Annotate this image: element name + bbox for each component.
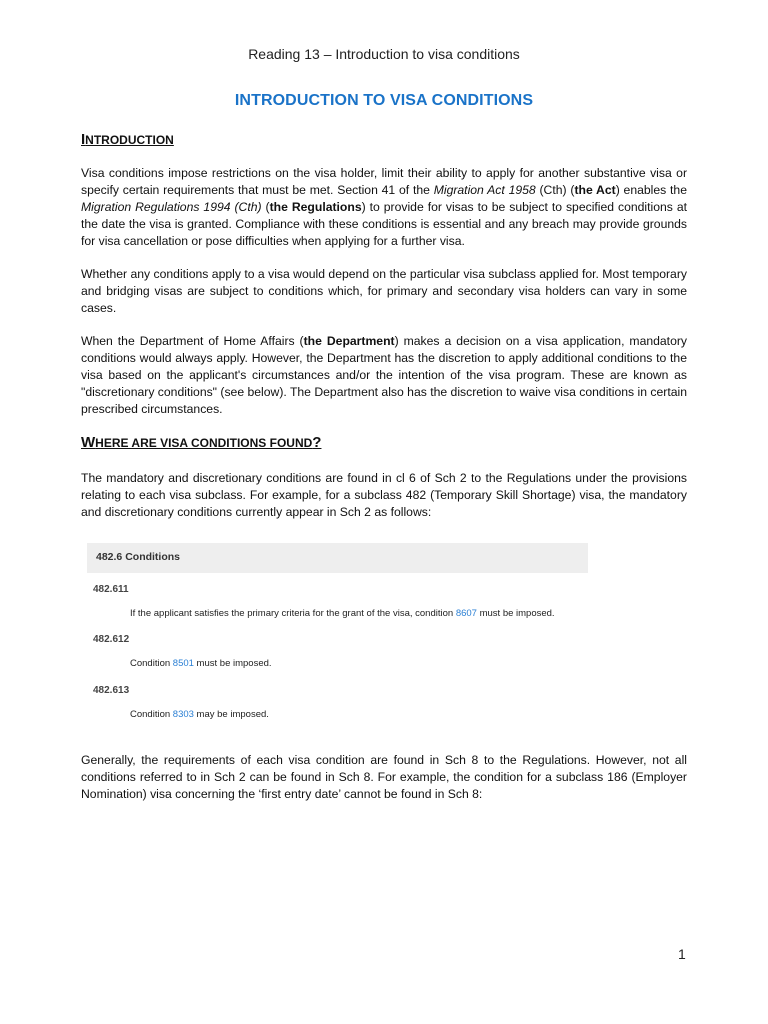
text-run: ) makes a decision on a visa application, mandatory conditions would always apply. However, the Department has the discretion to apply additional conditions to the visa based on the applicant's circumstances and/or the intention of the visa program. These are known as "discretionary conditions" (see below). The Department also has the discretion to waive visa conditions in certain prescribed circumstances.	[81, 334, 687, 416]
clause-text	[130, 658, 272, 669]
where-paragraph-2: Generally, the requirements of each visa condition are found in Sch 8 to the Regulations. However, not all conditions referred to in Sch 2 can be found in Sch 8. For example, the condition for a subclass 186 (Employer Nomination) visa concerning the ‘first entry date’ cannot be found in Sch 8:	[81, 753, 687, 801]
clause-number: 482.612	[93, 634, 130, 645]
clause-text	[130, 608, 555, 619]
schedule-heading: 482.6 Conditions	[96, 551, 181, 563]
heading-rest: HERE ARE VISA CONDITIONS FOUND	[95, 436, 313, 450]
schedule-heading-bar	[87, 543, 588, 573]
condition-link[interactable]: 8501	[172, 658, 194, 669]
clause-number: 482.611	[93, 584, 129, 595]
defined-term-regulations: the Regulations	[269, 200, 362, 214]
condition-link[interactable]: 8303	[172, 709, 194, 720]
text-run: must be imposed.	[476, 608, 555, 619]
running-header: Reading 13 – Introduction to visa conditions	[248, 46, 520, 62]
text-run: If the applicant satisfies the primary criteria for the grant of the visa, condition	[130, 608, 456, 619]
defined-term-department: the Department	[303, 334, 395, 348]
act-title: Migration Act 1958	[433, 183, 536, 197]
heading-question-mark: ?	[312, 434, 322, 451]
text-run: (	[261, 200, 270, 214]
intro-paragraph-3	[81, 333, 687, 418]
text-run: must be imposed.	[193, 658, 272, 669]
defined-term-act: the Act	[574, 183, 616, 197]
text-run: ) enables the	[615, 183, 687, 197]
text-run: Visa conditions impose restrictions on the visa holder, limit their ability to apply for another substantive visa or specify certain requirements that must be met. Section 41 of the	[81, 166, 687, 197]
text-run: ) to provide for visas to be subject to specified conditions at the date the visa is granted. Compliance with these conditions is essential and any breach may provide grounds for visa cancellation or pose difficulties when applying for a further visa.	[81, 200, 688, 248]
text-run: may be imposed.	[193, 709, 269, 720]
condition-link[interactable]: 8607	[455, 608, 477, 619]
regulations-title: Migration Regulations 1994 (Cth)	[81, 200, 262, 214]
text-run: Condition	[130, 658, 173, 669]
heading-rest: NTRODUCTION	[85, 133, 174, 147]
heading-initial: I	[81, 131, 86, 148]
section-heading-introduction	[81, 131, 174, 148]
clause-number: 482.613	[93, 685, 130, 696]
text-run: Condition	[130, 709, 173, 720]
where-paragraph-1: The mandatory and discretionary conditions are found in cl 6 of Sch 2 to the Regulations under the provisions relating to each visa subclass. For example, for a subclass 482 (Temporary Skill Shortage) visa, the mandatory and discretionary conditions currently appear in Sch 2 as follows:	[81, 471, 687, 519]
document-title: INTRODUCTION TO VISA CONDITIONS	[234, 92, 534, 109]
intro-paragraph-1	[81, 165, 687, 250]
schedule-excerpt	[87, 537, 590, 729]
heading-initial: W	[81, 434, 96, 451]
page-number: 1	[678, 946, 686, 962]
section-heading-where-found	[81, 434, 321, 451]
text-run: When the Department of Home Affairs (	[81, 334, 304, 348]
clause-text	[130, 709, 269, 720]
text-run: (Cth) (	[535, 183, 575, 197]
intro-paragraph-2: Whether any conditions apply to a visa would depend on the particular visa subclass applied for. Most temporary and bridging visas are subject to conditions which, for primary and secondary visa holders can vary in some cases.	[81, 267, 687, 315]
